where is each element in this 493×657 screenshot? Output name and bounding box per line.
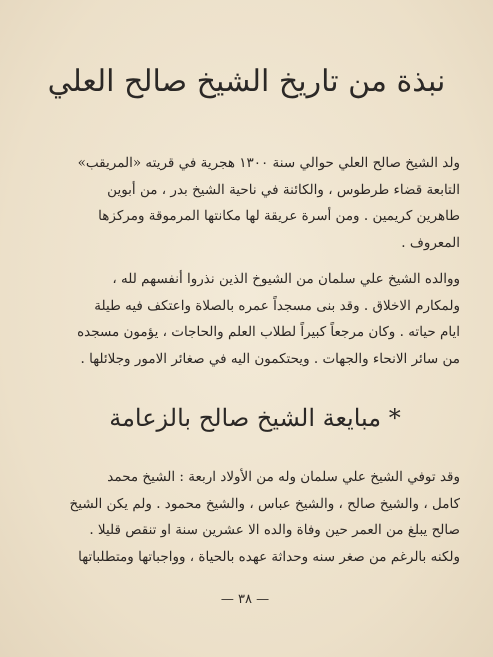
text-line: المعروف . <box>401 234 460 251</box>
text-line: التابعة قضاء طرطوس ، والكائنة في ناحية الشيخ بدر ، من أبوين <box>107 181 460 198</box>
text-line: من سائر الانحاء والجهات . ويحتكمون اليه في صغائر الامور وجلائلها . <box>80 350 460 367</box>
text-line: ايام حياته . وكان مرجعاً كبيراً لطلاب العلم والحاجات ، يؤمون مسجده <box>77 324 460 341</box>
text-line: ولكنه بالرغم من صغر سنه وحداثة عهده بالحياة ، وواجباتها ومتطلباتها <box>78 548 460 565</box>
paragraph-birth <box>36 150 460 256</box>
text-line: ولمكارم الاخلاق . وقد بنى مسجداً عمره بالصلاة واعتكف فيه طيلة <box>94 297 460 314</box>
text-line: ولد الشيخ صالح العلي حوالي سنة ١٣٠٠ هجرية في قريته «المريقب» <box>77 155 460 171</box>
text-line: كامل ، والشيخ صالح ، والشيخ عباس ، والشيخ محمود . ولم يكن الشيخ <box>69 495 460 512</box>
text-line: وقد توفي الشيخ علي سلمان وله من الأولاد اربعة : الشيخ محمد <box>107 469 460 485</box>
text-line: صالح يبلغ من العمر حين وفاة والده الا عشرين سنة او تنقص قليلا . <box>89 522 460 539</box>
page-title: نبذة من تاريخ الشيخ صالح العلي <box>47 64 446 99</box>
page-number: — ٣٨ — <box>220 592 270 607</box>
text-line: طاهرين كريمين . ومن أسرة عريقة لها مكانتها المرموقة ومركزها <box>98 208 460 225</box>
paragraph-father <box>36 266 460 372</box>
paragraph-succession <box>36 464 460 570</box>
section-heading: * مبايعة الشيخ صالح بالزعامة <box>109 404 401 432</box>
text-line: ووالده الشيخ علي سلمان من الشيوخ الذين نذروا أنفسهم لله ، <box>112 271 460 287</box>
